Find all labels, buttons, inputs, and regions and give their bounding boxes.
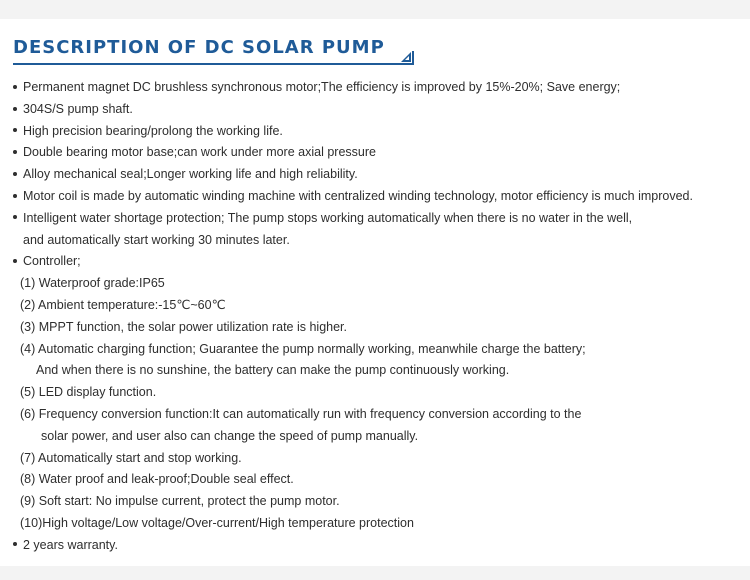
bottom-band (0, 566, 750, 580)
corner-arrow-icon (401, 52, 411, 62)
controller-item-4-cont: And when there is no sunshine, the battery can make the pump continuously working. (36, 363, 510, 378)
controller-item-6-cont: solar power, and user also can change the speed of pump manually. (41, 428, 419, 443)
controller-item-3: (3) MPPT function, the solar power utilization rate is higher. (20, 319, 348, 334)
feature-controller: Controller; (0, 251, 750, 273)
section-title: DESCRIPTION OF DC SOLAR PUMP (13, 37, 385, 58)
feature-motor-base: Double bearing motor base;can work under more axial pressure (0, 142, 750, 164)
controller-item-8: (8) Water proof and leak-proof;Double seal effect. (20, 472, 294, 487)
feature-motor: Permanent magnet DC brushless synchronous motor;The efficiency is improved by 15%-20%; Save energy; (0, 77, 750, 99)
feature-mechanical-seal: Alloy mechanical seal;Longer working life and high reliability. (0, 164, 750, 186)
top-band (0, 0, 750, 19)
feature-motor-coil: Motor coil is made by automatic winding machine with centralized winding technology, motor efficiency is much improved. (0, 186, 750, 208)
controller-item-7: (7) Automatically start and stop working. (20, 450, 242, 465)
title-underline-end (412, 51, 414, 65)
feature-warranty: 2 years warranty. (0, 535, 750, 557)
feature-water-shortage: Intelligent water shortage protection; The pump stops working automatically when there is no water in the well, (0, 208, 750, 230)
description-list (0, 77, 750, 557)
controller-item-6: (6) Frequency conversion function:It can automatically run with frequency conversion according to the (20, 406, 582, 421)
feature-water-shortage-cont: and automatically start working 30 minutes later. (23, 232, 290, 247)
feature-bearing: High precision bearing/prolong the working life. (0, 121, 750, 143)
title-underline (13, 63, 413, 65)
controller-item-4: (4) Automatic charging function; Guarantee the pump normally working, meanwhile charge the battery; (20, 341, 586, 356)
controller-item-2: (2) Ambient temperature:-15℃~60℃ (20, 297, 226, 312)
controller-item-10: (10)High voltage/Low voltage/Over-current/High temperature protection (20, 515, 414, 530)
controller-item-1: (1) Waterproof grade:IP65 (20, 276, 165, 291)
feature-pump-shaft: 304S/S pump shaft. (0, 99, 750, 121)
controller-item-5: (5) LED display function. (20, 385, 157, 400)
controller-item-9: (9) Soft start: No impulse current, protect the pump motor. (20, 494, 340, 509)
